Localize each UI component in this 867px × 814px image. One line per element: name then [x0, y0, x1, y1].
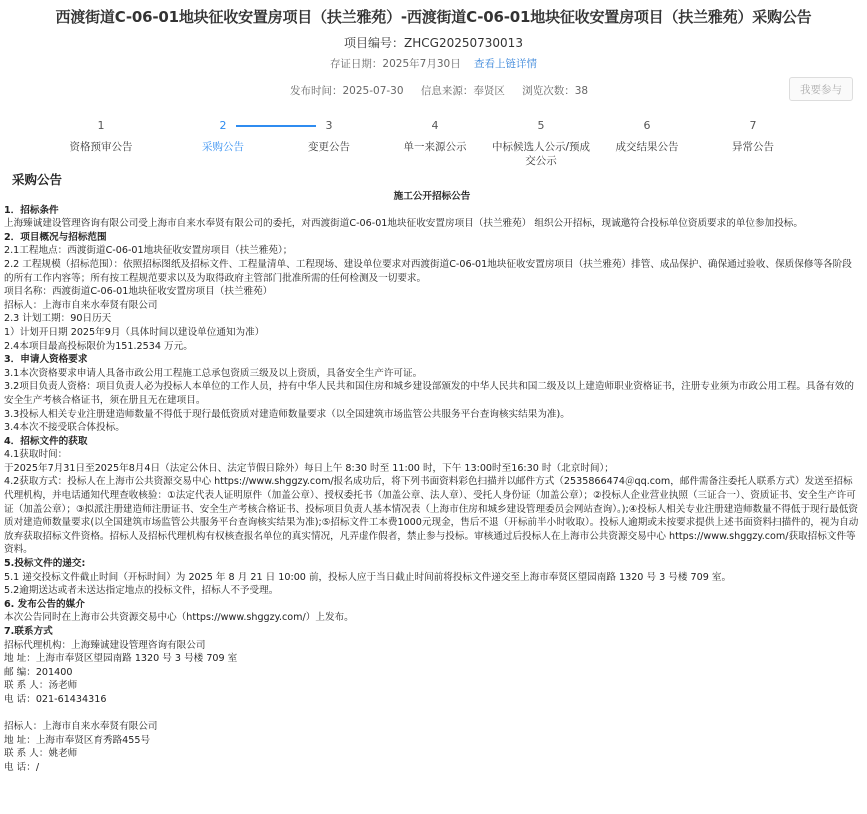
step-number: 1	[97, 119, 105, 132]
doc-line: 2.4本项目最高投标限价为151.2534 万元。	[4, 340, 193, 352]
page-title: 西渡街道C-06-01地块征收安置房项目（扶兰雅苑）-西渡街道C-06-01地块征收安置房项目（扶兰雅苑）采购公告	[55, 8, 812, 26]
process-steps	[48, 118, 860, 172]
doc-line: 3.4本次不接受联合体投标。	[4, 422, 125, 434]
doc-line: 招标人：上海市自来水奉贤有限公司	[4, 721, 158, 733]
doc-line: 地 址：上海市奉贤区望园南路 1320 号 3 号楼 709 室	[4, 653, 238, 665]
doc-line: 本次公告同时在上海市公共资源交易中心（https://www.shggzy.com/）上发布。	[4, 612, 354, 624]
doc-line: 5.1 递交投标文件截止时间（开标时间）为 2025 年 8 月 21 日 10:00 前，投标人应于当日截止时间前将投标文件递交至上海市奉贤区望园南路 1320 号 3 号楼 709 室。	[4, 571, 732, 583]
doc-line: 项目名称：西渡街道C-06-01地块征收安置房项目（扶兰雅苑）	[4, 286, 273, 298]
doc-line: 2.2 工程规模（招标范围）：依照招标图纸及招标文件、工程量清单、工程现场、建设单位要求对西渡街道C-06-01地块征收安置房项目（扶兰雅苑）排管、成品保护、确保通过验收、保质保修等各阶段的所有工作内容等；所有按工程规范要求以及为取得政府主管部门批准所需的任何检测及一切要求。	[4, 258, 852, 284]
step-7[interactable]	[700, 118, 806, 154]
join-button[interactable]: 我要参与	[789, 77, 853, 101]
doc-line: 3.3投标人相关专业注册建造师数量不得低于现行最低资质对建造师数量要求（以全国建筑市场监管公共服务平台查询核实结果为准)。	[4, 408, 570, 420]
doc-line: 电 话：021-61434316	[4, 693, 107, 705]
archive-info	[0, 56, 867, 71]
step-number: 2	[219, 119, 227, 132]
doc-line: 地 址：上海市奉贤区育秀路455号	[4, 734, 151, 746]
doc-line: 招标代理机构：上海臻诚建设管理咨询有限公司	[4, 639, 206, 651]
doc-line: 3.2项目负责人资格：项目负责人必为投标人本单位的工作人员，持有中华人民共和国住房和城乡建设部颁发的中华人民共和国二级及以上建造师职业资格证书，注册专业须为市政公用工程。具备有效的安全生产考核合格证书，须在册且无在建项目。	[4, 381, 854, 406]
doc-section-heading: 4．招标文件的获取	[4, 435, 88, 447]
doc-line: 2.1工程地点：西渡街道C-06-01地块征收安置房项目（扶兰雅苑）；	[4, 245, 293, 257]
announcement-body	[4, 190, 860, 775]
doc-line: 电 话：/	[4, 761, 40, 773]
step-3[interactable]	[276, 118, 382, 154]
step-number: 3	[325, 119, 333, 132]
view-count: 浏览次数：38	[522, 85, 589, 97]
step-label: 中标候选人公示/预成交公示	[491, 141, 591, 167]
step-1[interactable]	[48, 118, 154, 154]
step-6[interactable]	[594, 118, 700, 154]
chain-detail-link[interactable]: 查看上链详情	[474, 58, 538, 70]
doc-line: 5.2逾期送达或者未送达指定地点的投标文件，招标人不予受理。	[4, 585, 279, 597]
step-4[interactable]	[382, 118, 488, 154]
doc-section-heading: 5.投标文件的递交:	[4, 558, 86, 570]
doc-line: 2.3 计划工期：90日历天	[4, 313, 112, 325]
step-label: 变更公告	[308, 141, 350, 153]
doc-line: 于2025年7月31日至2025年8月4日（法定公休日、法定节假日除外）每日上午 8:30 时至 11:00 时，下午 13:00时至16:30 时（北京时间）；	[4, 462, 614, 474]
archive-date: 存证日期：2025年7月30日	[329, 58, 461, 70]
doc-line: 3.1本次资格要求申请人具备市政公用工程施工总承包资质三级及以上资质，具备安全生产许可证。	[4, 367, 423, 379]
doc-heading: 施工公开招标公告	[393, 191, 471, 202]
doc-blank-line	[4, 707, 860, 721]
section-title: 采购公告	[12, 172, 63, 187]
doc-section-heading: 3．申请人资格要求	[4, 354, 88, 366]
doc-line: 1）计划开日期 2025年9月（具体时间以建设单位通知为准）	[4, 326, 265, 338]
step-number: 4	[431, 119, 439, 132]
doc-section-heading: 2．项目概况与招标范围	[4, 231, 107, 243]
doc-section-heading: 7.联系方式	[4, 626, 53, 637]
doc-section-heading: 6. 发布公告的媒介	[4, 598, 85, 610]
doc-line: 招标人：上海市自来水奉贤有限公司	[4, 299, 158, 311]
step-number: 5	[537, 119, 545, 132]
doc-line: 4.2获取方式：投标人在上海市公共资源交易中心 https://www.shggzy.com/报名成功后，将下列书面资料彩色扫描并以邮件方式（2535866474＠qq.com，邮件需备注委托人联系方式）发送至招标代理机构，并电话通知代理查收核验：①法定代表人证明原件（加盖公章）、授权委托书（加盖公章、法人章）、受托人身份证（加盖公章）；②投标人企业营业执照（三证合一）、资质证书、安全生产许可证（加盖公章）；③拟派注册建造师注册证书、安全生产考核合格证书、投标项目负责人基本情况表（上海市住房和城乡建设管理委员会网站查询）。);④投标人相关专业注册建造师数量不得低于现行最低资质对建造师数量要求(以全国建筑市场监管公共服务平台查询核实结果为准);⑤招标文件工本费1000元现金，售后不退（开标前半小时收取）。投标人逾期或未按要求提供上述书面资料扫描件的，视为自动放弃获取招标文件资格。招标人及招标代理机构有权核查报名单位的真实情况，凡弄虚作假者，禁止参与投标。审核通过后投标人在上海市公共资源交易中心 https://www.shggzy.com/获取招标文件等资料。	[4, 476, 859, 556]
step-label: 资格预审公告	[69, 141, 133, 153]
doc-line: 邮 编：201400	[4, 666, 73, 678]
publish-meta	[290, 83, 602, 98]
project-number: 项目编号：ZHCG20250730013	[344, 36, 523, 50]
step-label: 单一来源公示	[403, 141, 467, 153]
doc-line: 联 系 人：姚老师	[4, 748, 78, 760]
step-2[interactable]	[170, 118, 276, 154]
doc-line: 上海臻诚建设管理咨询有限公司受上海市自来水奉贤有限公司的委托，对西渡街道C-06-01地块征收安置房项目（扶兰雅苑） 组织公开招标，现诚邀符合投标单位资质要求的单位参加投标。	[4, 218, 803, 230]
step-label: 异常公告	[732, 141, 774, 153]
step-label: 成交结果公告	[615, 141, 679, 153]
info-source: 信息来源：奉贤区	[420, 85, 505, 97]
doc-section-heading: 1．招标条件	[4, 204, 59, 216]
step-number: 7	[749, 119, 757, 132]
doc-line: 4.1获取时间：	[4, 449, 68, 461]
step-5[interactable]	[488, 118, 594, 168]
step-number: 6	[643, 119, 651, 132]
step-label: 采购公告	[202, 141, 244, 153]
doc-line: 联 系 人：汤老师	[4, 680, 78, 692]
publish-time: 发布时间：2025-07-30	[290, 85, 404, 97]
